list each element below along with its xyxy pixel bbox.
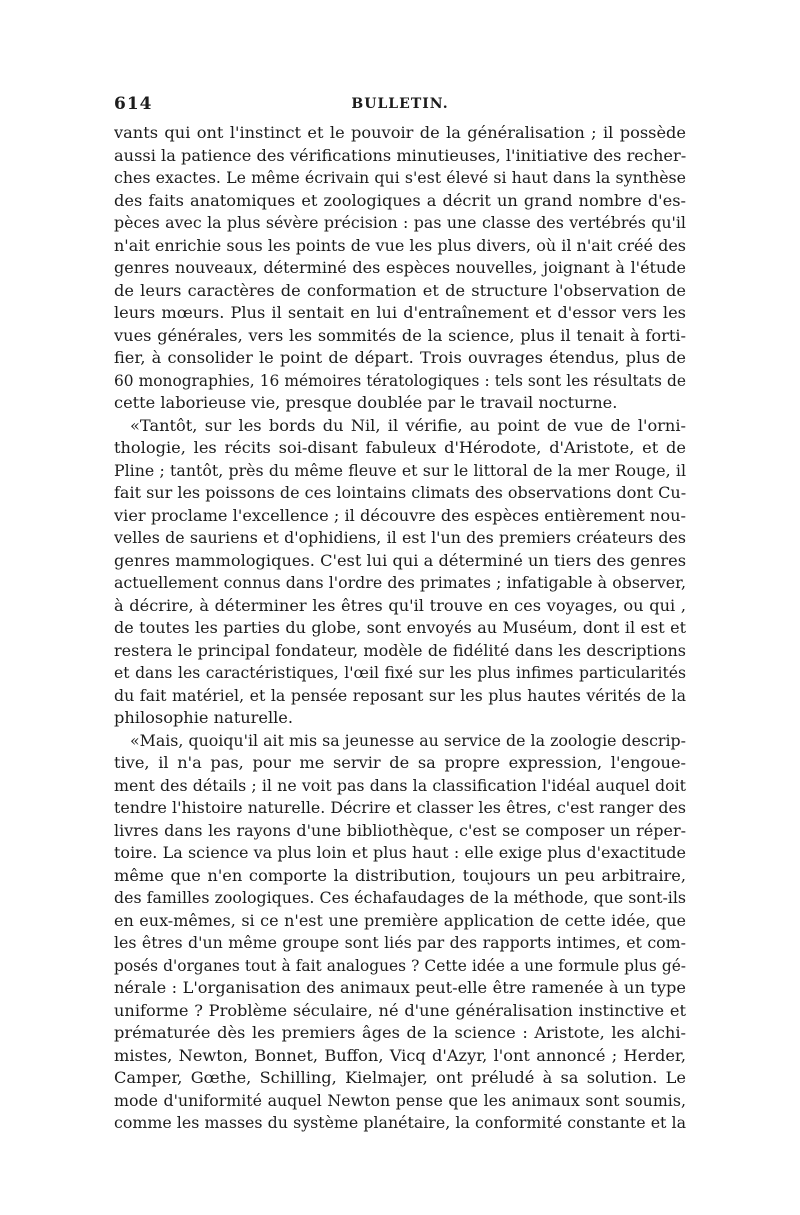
text-line: tive, il n'a pas, pour me servir de sa propre expression, l'engoue- — [114, 753, 686, 772]
text-line: vier proclame l'excellence ; il découvre des espèces entièrement nou- — [114, 505, 686, 525]
text-line: livres dans les rayons d'une bibliothèque, c'est se composer un réper- — [114, 820, 686, 840]
text-line: vues générales, vers les sommités de la science, plus il tenait à forti- — [114, 325, 686, 345]
text-line: prématurée dès les premiers âges de la science : Aristote, les alchi- — [114, 1023, 686, 1042]
text-line: même que n'en comporte la distribution, toujours un peu arbitraire, — [114, 865, 686, 885]
text-line: du fait matériel, et la pensée reposant sur les plus hautes vérités de la — [114, 685, 686, 705]
text-line: pèces avec la plus sévère précision : pas une classe des vertébrés qu'il — [114, 213, 686, 232]
text-line: nérale : L'organisation des animaux peut-elle être ramenée à un type — [114, 978, 686, 997]
document-page — [114, 94, 686, 1135]
text-line: de toutes les parties du globe, sont envoyés au Muséum, dont il est et — [114, 618, 686, 637]
text-line: fait sur les poissons de ces lointains climats des observations dont Cu- — [114, 483, 686, 502]
text-line: fier, à consolider le point de départ. Trois ouvrages étendus, plus de — [114, 348, 686, 367]
text-line: actuellement connus dans l'ordre des primates ; infatigable à observer, — [114, 573, 686, 592]
text-line: des familles zoologiques. Ces échafaudages de la méthode, que sont-ils — [114, 888, 686, 907]
text-line: et dans les caractéristiques, l'œil fixé sur les plus infimes particularités — [114, 664, 686, 682]
page-number: 614 — [114, 94, 153, 114]
text-line: des faits anatomiques et zoologiques a décrit un grand nombre d'es- — [114, 190, 686, 210]
text-line: en eux-mêmes, si ce n'est une première application de cette idée, que — [114, 910, 686, 930]
text-line: genres nouveaux, déterminé des espèces nouvelles, joignant à l'étude — [114, 258, 686, 277]
body-text — [114, 122, 686, 1135]
text-line: restera le principal fondateur, modèle de fidélité dans les descriptions — [114, 640, 686, 660]
text-line: vants qui ont l'instinct et le pouvoir de la généralisation ; il possède — [114, 123, 686, 142]
text-line: ches exactes. Le même écrivain qui s'est élevé si haut dans la synthèse — [114, 168, 686, 187]
text-line: aussi la patience des vérifications minutieuses, l'initiative des recher- — [114, 145, 686, 165]
text-line: «Mais, quoiqu'il ait mis sa jeunesse au service de la zoologie descrip- — [130, 730, 686, 750]
text-line: n'ait enrichie sous les points de vue les plus divers, où il n'ait créé des — [114, 235, 686, 255]
text-line: «Tantôt, sur les bords du Nil, il vérifie, au point de vue de l'orni- — [130, 415, 686, 435]
text-line: posés d'organes tout à fait analogues ? Cette idée a une formule plus gé- — [114, 956, 686, 975]
text-line: thologie, les récits soi-disant fabuleux d'Hérodote, d'Aristote, et de — [114, 438, 686, 457]
text-line: uniforme ? Problème séculaire, né d'une généralisation instinctive et — [114, 1000, 686, 1020]
text-line: Camper, Gœthe, Schilling, Kielmajer, ont préludé à sa solution. Le — [114, 1068, 686, 1087]
text-line: ment des détails ; il ne voit pas dans la classification l'idéal auquel doit — [114, 775, 686, 795]
text-line: toire. La science va plus loin et plus haut : elle exige plus d'exactitude — [114, 843, 686, 862]
text-line: comme les masses du système planétaire, la conformité constante et la — [114, 1113, 686, 1132]
text-line: philosophie naturelle. — [114, 708, 294, 727]
text-line: cette laborieuse vie, presque doublée par le travail nocturne. — [114, 393, 618, 412]
text-line: les êtres d'un même groupe sont liés par des rapports intimes, et com- — [114, 933, 686, 952]
text-line: 60 monographies, 16 mémoires tératologiques : tels sont les résultats de — [114, 371, 686, 390]
running-head — [114, 94, 686, 116]
running-title: BULLETIN. — [351, 96, 449, 112]
text-line: tendre l'histoire naturelle. Décrire et classer les êtres, c'est ranger des — [114, 798, 686, 817]
text-line: mistes, Newton, Bonnet, Buffon, Vicq d'Azyr, l'ont annoncé ; Herder, — [114, 1045, 686, 1065]
text-line: mode d'uniformité auquel Newton pense que les animaux sont soumis, — [114, 1090, 686, 1110]
text-line: leurs mœurs. Plus il sentait en lui d'entraînement et d'essor vers les — [114, 303, 686, 322]
text-line: velles de sauriens et d'ophidiens, il est l'un des premiers créateurs des — [114, 528, 686, 547]
text-line: Pline ; tantôt, près du même fleuve et sur le littoral de la mer Rouge, il — [114, 460, 686, 480]
text-line: de leurs caractères de conformation et de structure l'observation de — [114, 280, 686, 300]
text-line: à décrire, à déterminer les êtres qu'il trouve en ces voyages, ou qui , — [114, 595, 686, 615]
text-line: genres mammologiques. C'est lui qui a déterminé un tiers des genres — [114, 550, 686, 570]
